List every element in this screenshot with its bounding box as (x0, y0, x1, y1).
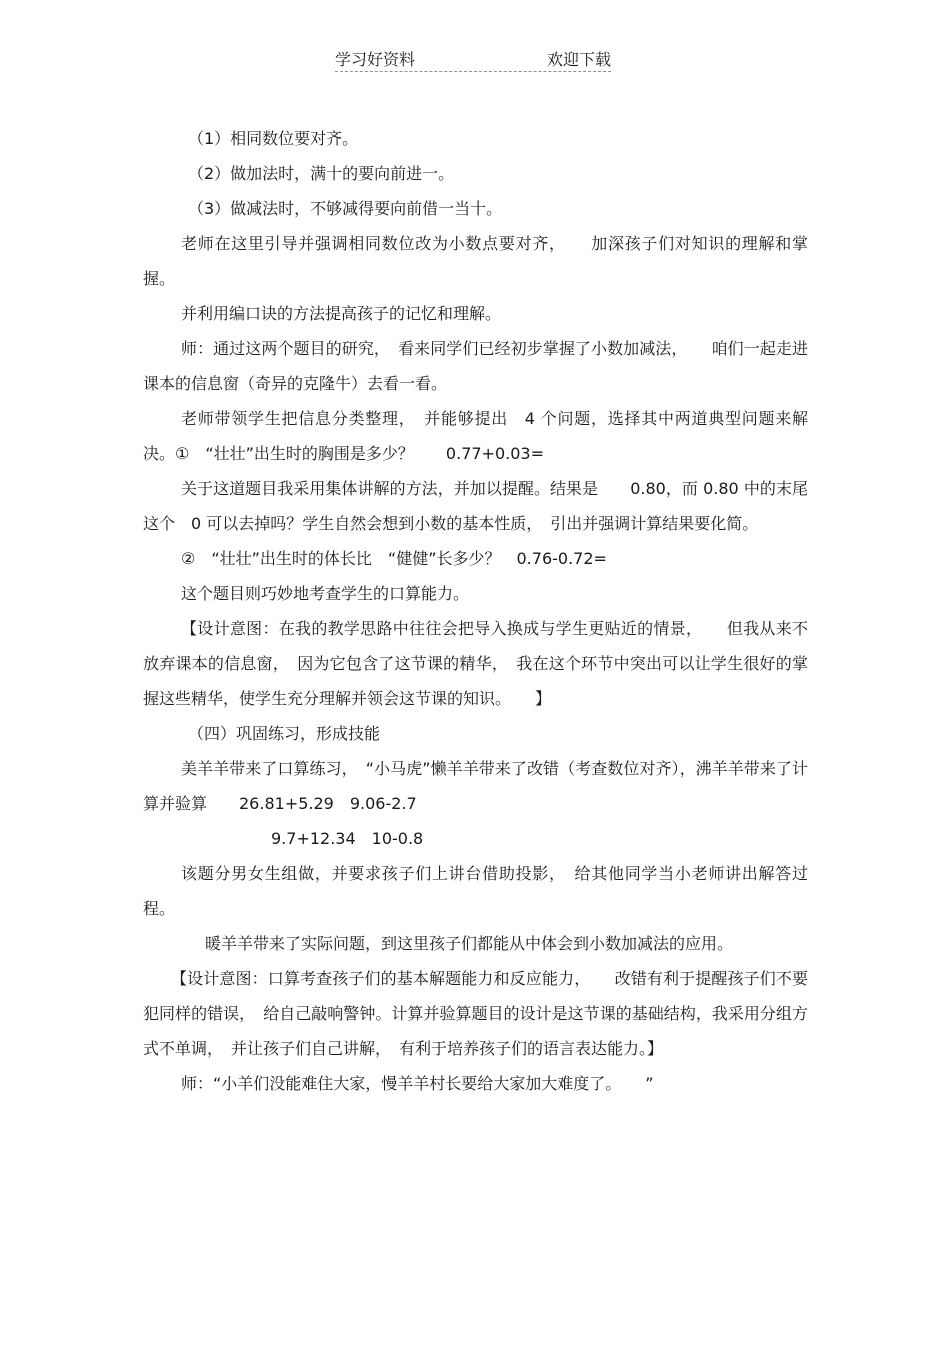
paragraph: ② “壮壮”出生时的体长比 “健健”长多少？ 0.76-0.72= (181, 549, 607, 568)
paragraph: 【设计意图：在我的教学思路中往往会把导入换成与学生更贴近的情景， 但我从来不放弃课本的信息窗， 因为它包含了这节课的精华， 我在这个环节中突出可以让学生很好的掌握这些精华，使学生充分理解并领会这节课的知识。 】 (143, 619, 808, 708)
equation-line: 9.7+12.34 10-0.8 (271, 829, 424, 848)
paragraph: 暖羊羊带来了实际问题，到这里孩子们都能从中体会到小数加减法的应用。 (205, 934, 734, 953)
paragraph: 师：“小羊们没能难住大家，慢羊羊村长要给大家加大难度了。 ” (181, 1074, 654, 1093)
paragraph: 关于这道题目我采用集体讲解的方法，并加以提醒。结果是 0.80，而 0.80 中的末尾这个 0 可以去掉吗？学生自然会想到小数的基本性质， 引出并强调计算结果要化简。 (143, 479, 808, 533)
paragraph: 并利用编口诀的方法提高孩子的记忆和理解。 (181, 304, 502, 323)
section-heading: （四）巩固练习，形成技能 (188, 724, 381, 743)
paragraph: 老师在这里引导并强调相同数位改为小数点要对齐， 加深孩子们对知识的理解和掌握。 (143, 234, 808, 288)
header-rule (335, 71, 611, 72)
paragraph: 该题分男女生组做，并要求孩子们上讲台借助投影， 给其他同学当小老师讲出解答过程。 (143, 864, 808, 918)
page-header (335, 48, 611, 72)
paragraph: 美羊羊带来了口算练习， “小马虎”懒羊羊带来了改错（考查数位对齐），沸羊羊带来了计算并验算 26.81+5.29 9.06-2.7 (143, 759, 808, 813)
paragraph: （2）做加法时，满十的要向前进一。 (188, 164, 455, 183)
header-left-text: 学习好资料 (335, 50, 416, 69)
paragraph: 师：通过这两个题目的研究， 看来同学们已经初步掌握了小数加减法， 咱们一起走进课本的信息窗（奇异的克隆牛）去看一看。 (143, 339, 808, 393)
paragraph: （1）相同数位要对齐。 (188, 129, 359, 148)
document-body (143, 121, 808, 1101)
paragraph: （3）做减法时，不够减得要向前借一当十。 (188, 199, 503, 218)
paragraph: 老师带领学生把信息分类整理， 并能够提出 4 个问题，选择其中两道典型问题来解决。① “壮壮”出生时的胸围是多少？ 0.77+0.03= (143, 409, 808, 463)
header-right-text: 欢迎下载 (546, 50, 611, 69)
paragraph: 这个题目则巧妙地考查学生的口算能力。 (181, 584, 470, 603)
paragraph: 【设计意图：口算考查孩子们的基本解题能力和反应能力， 改错有利于提醒孩子们不要犯同样的错误， 给自己敲响警钟。计算并验算题目的设计是这节课的基础结构，我采用分组方式不单调， 并让孩子们自己讲解， 有利于培养孩子们的语言表达能力。】 (143, 969, 808, 1058)
